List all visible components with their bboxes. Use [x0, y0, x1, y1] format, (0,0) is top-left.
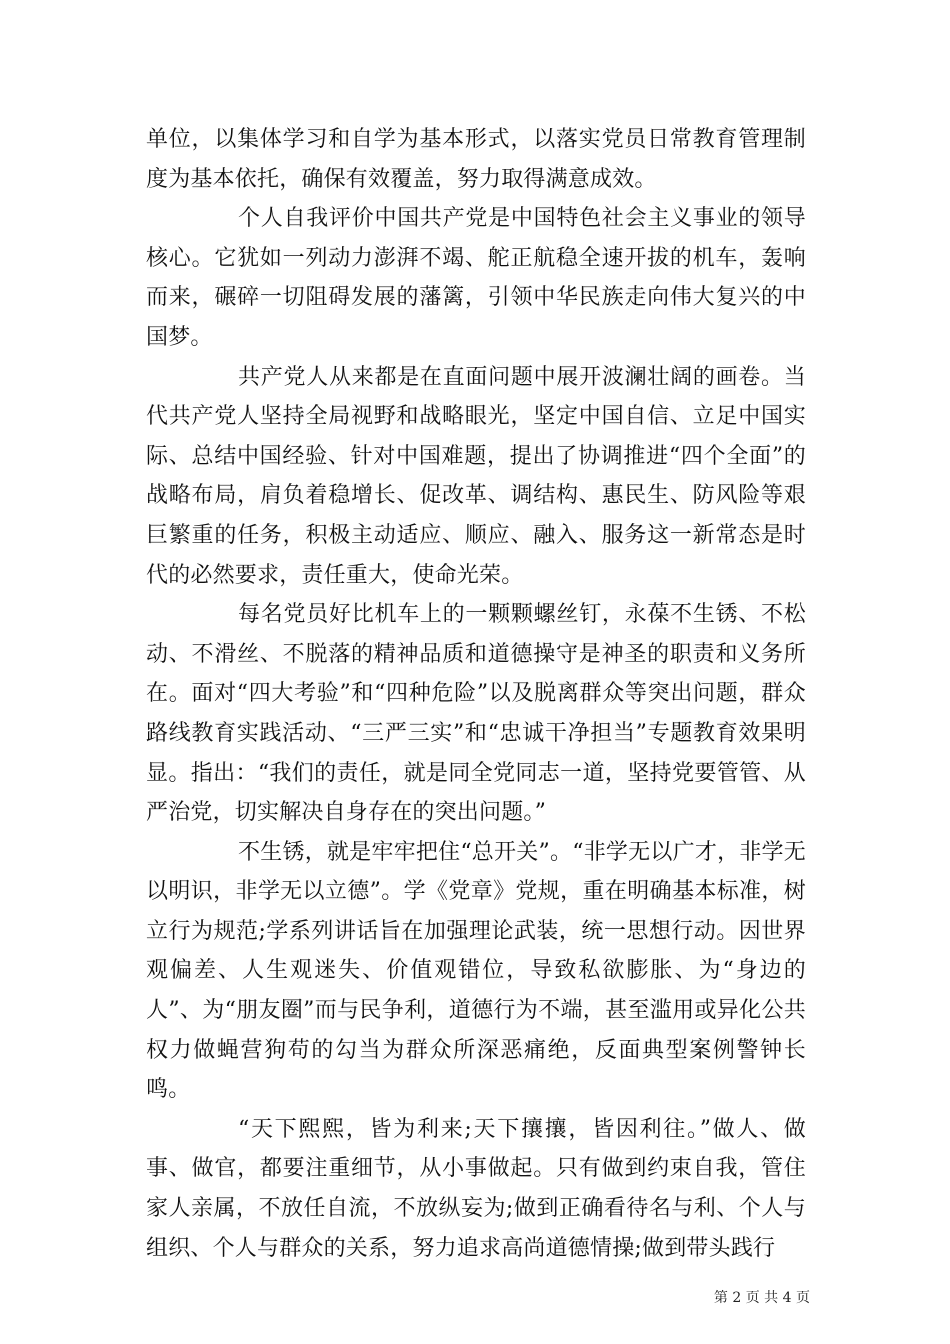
paragraph-3: 共产党人从来都是在直面问题中展开波澜壮阔的画卷。当代共产党人坚持全局视野和战略眼光，坚定中国自信、立足中国实际、总结中国经验、针对中国难题，提出了协调推进“四个全面”的战略布局，肩负着稳增长、促改革、调结构、惠民生、防风险等艰巨繁重的任务，积极主动适应、顺应、融入、服务这一新常态是时代的必然要求，责任重大，使命光荣。 — [146, 364, 806, 588]
paragraph-1: 单位，以集体学习和自学为基本形式，以落实党员日常教育管理制度为基本依托，确保有效覆盖，努力取得满意成效。 — [146, 127, 806, 192]
paragraph-4: 每名党员好比机车上的一颗颗螺丝钉，永葆不生锈、不松动、不滑丝、不脱落的精神品质和道德操守是神圣的职责和义务所在。面对“四大考验”和“四种危险”以及脱离群众等突出问题，群众路线教育实践活动、“三严三实”和“忠诚干净担当”专题教育效果明显。指出：“我们的责任，就是同全党同志一道，坚持党要管管、从严治党，切实解决自身存在的突出问题。” — [146, 602, 806, 826]
page-number: 第 2 页 共 4 页 — [713, 1290, 810, 1306]
document-body — [146, 120, 806, 1268]
paragraph-5: 不生锈，就是牢牢把住“总开关”。“非学无以广才，非学无以明识，非学无以立德”。学《党章》党规，重在明确基本标准，树立行为规范;学系列讲话旨在加强理论武装，统一思想行动。因世界观偏差、人生观迷失、价值观错位，导致私欲膨胀、为“身边的人”、为“朋友圈”而与民争利，道德行为不端，甚至滥用或异化公共权力做蝇营狗苟的勾当为群众所深恶痛绝，反面典型案例警钟长鸣。 — [146, 839, 806, 1103]
paragraph-6: “天下熙熙，皆为利来;天下攘攘，皆因利往。”做人、做事、做官，都要注重细节，从小事做起。只有做到约束自我，管住家人亲属，不放任自流，不放纵妄为;做到正确看待名与利、个人与组织、个人与群众的关系，努力追求高尚道德情操;做到带头践行 — [146, 1116, 806, 1261]
paragraph-2: 个人自我评价中国共产党是中国特色社会主义事业的领导核心。它犹如一列动力澎湃不竭、舵正航稳全速开拔的机车，轰响而来，碾碎一切阻碍发展的藩篱，引领中华民族走向伟大复兴的中国梦。 — [146, 206, 806, 350]
